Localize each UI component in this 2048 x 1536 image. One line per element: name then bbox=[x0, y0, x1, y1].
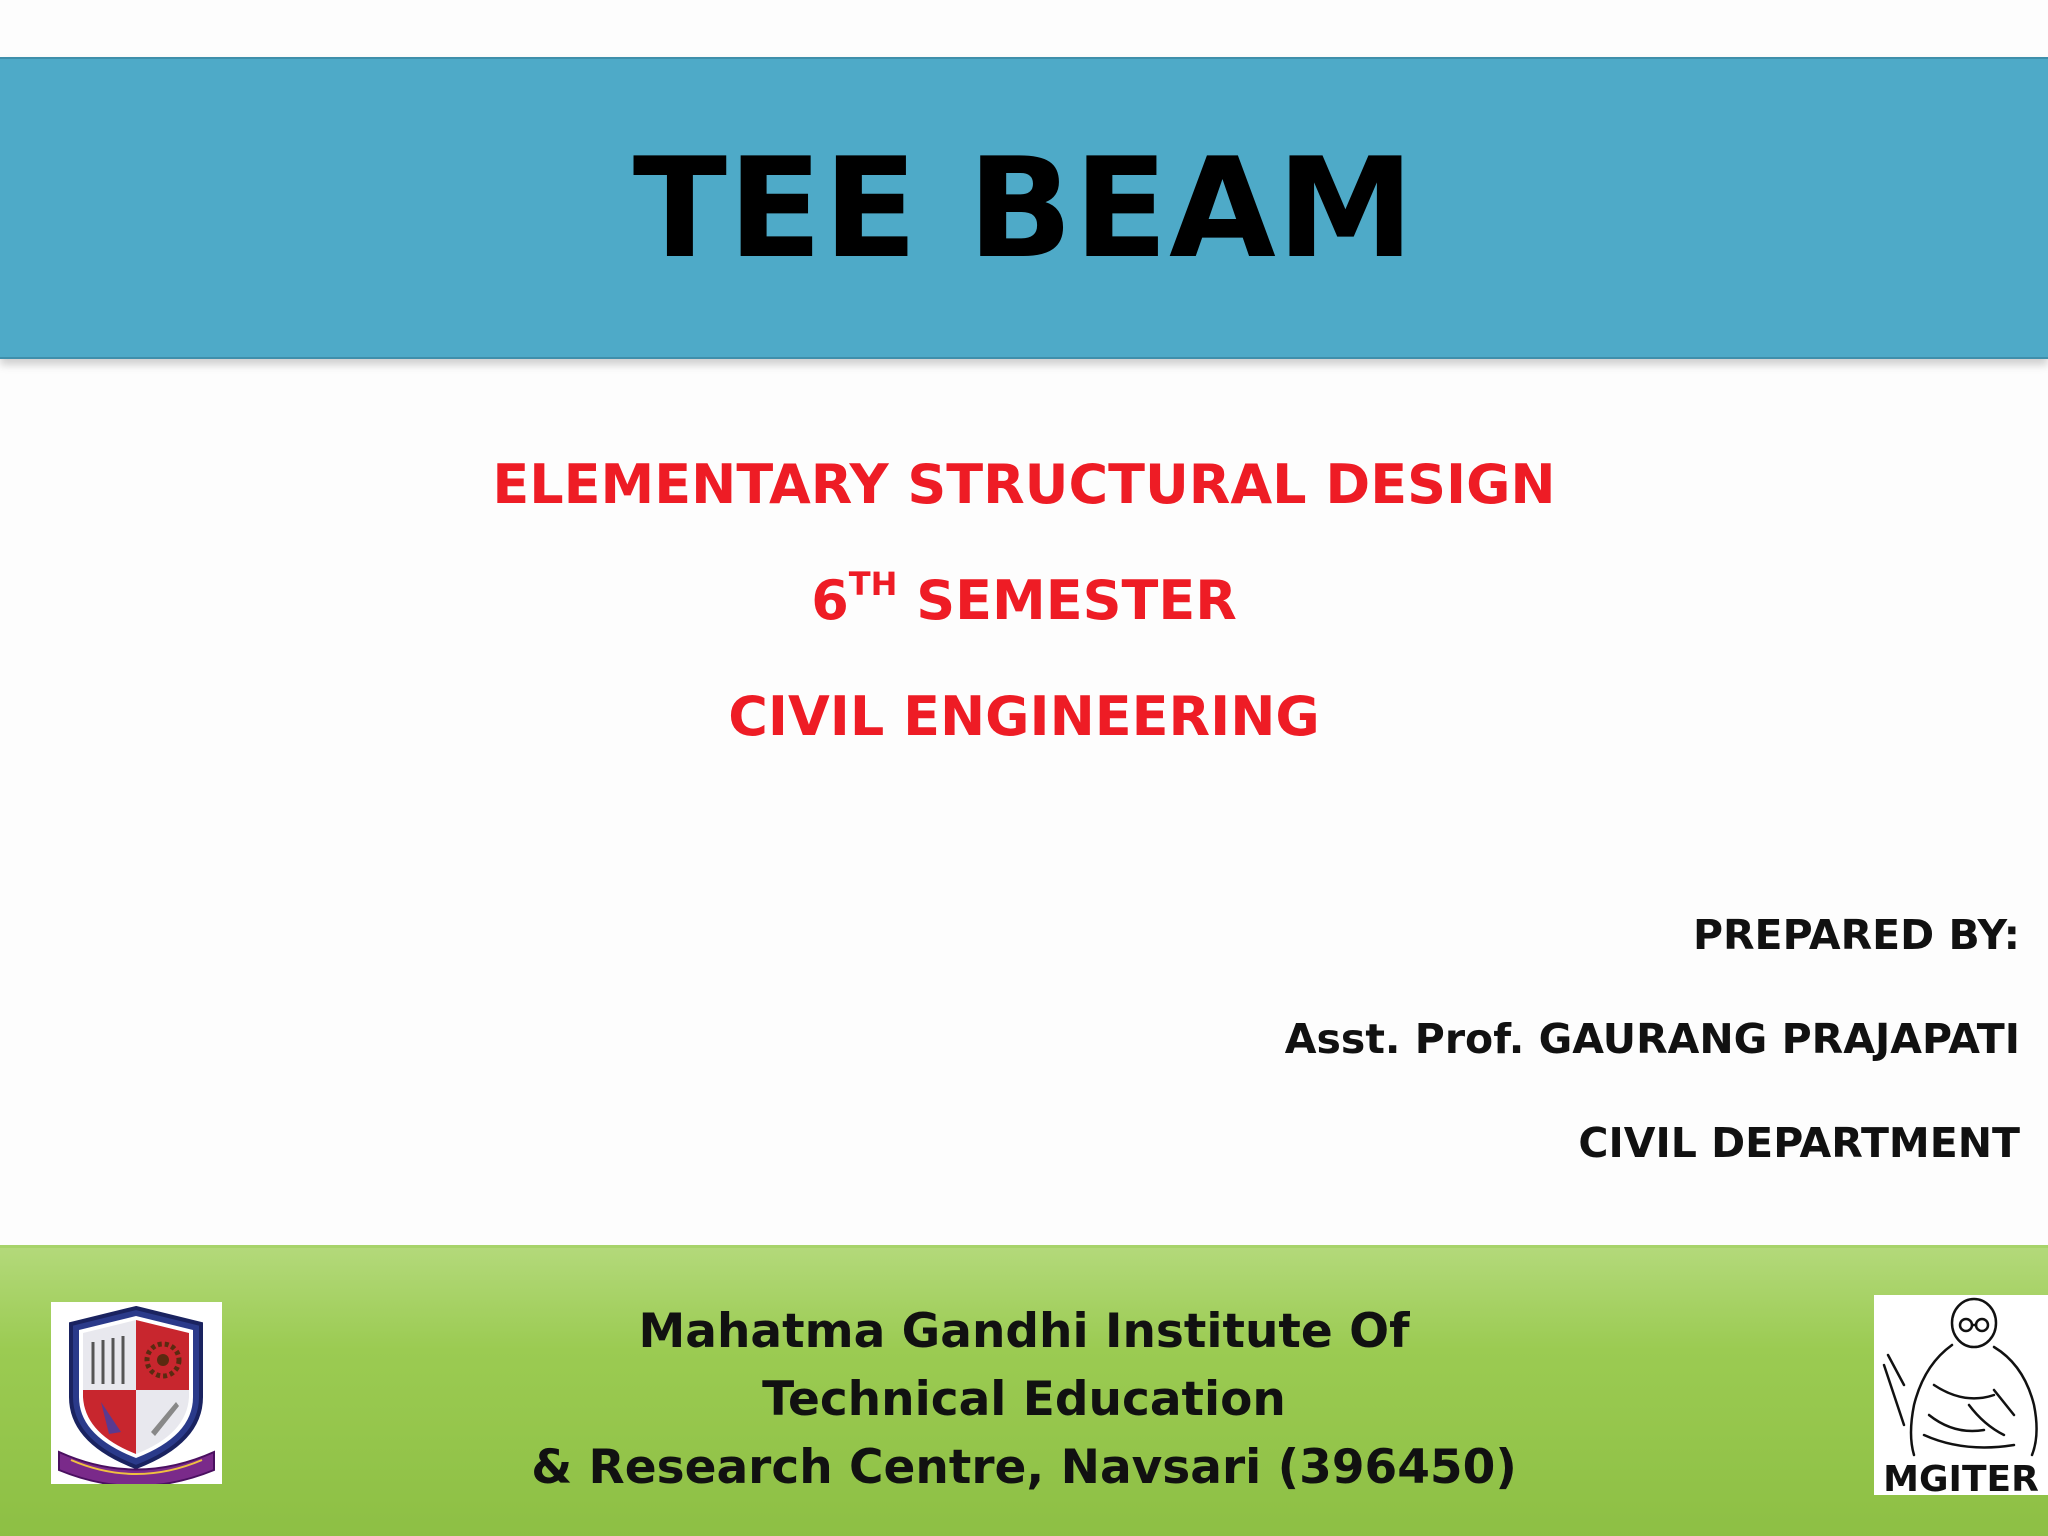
semester-number: 6 bbox=[811, 569, 849, 632]
slide-title: TEE BEAM bbox=[632, 127, 1416, 289]
institute-name bbox=[0, 1298, 2048, 1502]
gandhi-sketch-icon bbox=[1874, 1295, 2048, 1495]
prepared-by-block bbox=[1285, 905, 2020, 1217]
mgiter-logo-text: MGITER bbox=[1883, 1459, 2039, 1495]
footer-band bbox=[0, 1245, 2048, 1536]
author-name: Asst. Prof. GAURANG PRAJAPATI bbox=[1284, 1015, 2020, 1063]
course-name: ELEMENTARY STRUCTURAL DESIGN bbox=[492, 453, 1556, 516]
author-department: CIVIL DEPARTMENT bbox=[1578, 1119, 2020, 1167]
institute-line-3: & Research Centre, Navsari (396450) bbox=[531, 1440, 1517, 1495]
semester-line bbox=[0, 556, 2048, 672]
institute-line-1: Mahatma Gandhi Institute Of bbox=[638, 1304, 1410, 1359]
semester-suffix: TH bbox=[848, 565, 898, 603]
semester-label: SEMESTER bbox=[897, 569, 1237, 632]
institute-line-2: Technical Education bbox=[762, 1372, 1286, 1427]
mgiter-logo bbox=[1874, 1295, 2048, 1495]
subtitle-block bbox=[0, 440, 2048, 788]
prepared-by-label: PREPARED BY: bbox=[1692, 911, 2020, 959]
title-band bbox=[0, 57, 2048, 359]
branch-name: CIVIL ENGINEERING bbox=[728, 685, 1320, 748]
